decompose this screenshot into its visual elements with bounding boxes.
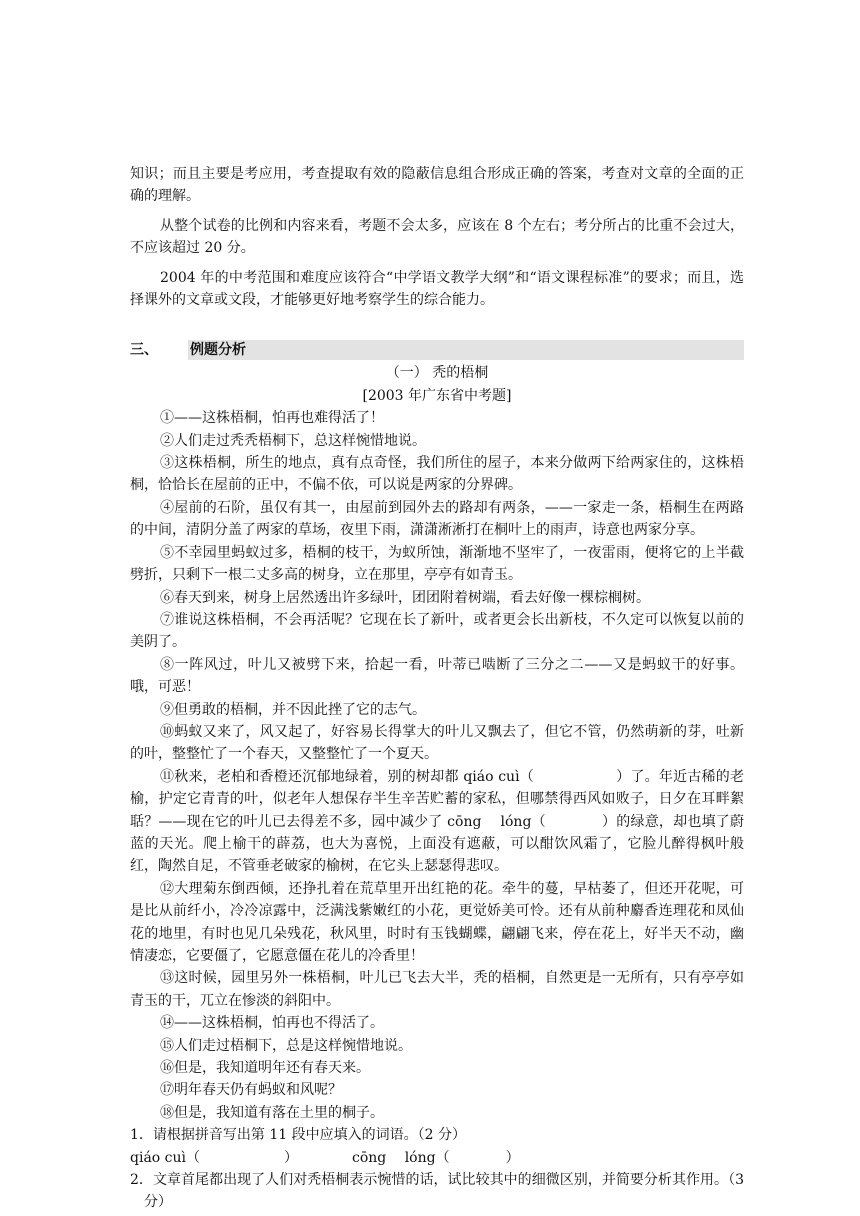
article-paragraph-12: ⑫大理菊东倒西倾，还挣扎着在荒草里开出红艳的花。牵牛的蔓，早枯萎了，但还开花呢，可是比从前纤小，冷冷凉露中，泛满浅紫嫩红的小花，更觉娇美可怜。还有从前种麝香连理花和凤仙花的地里，有时也见几朵残花，秋风里，时时有玉钱蝴蝶，翩翩飞来，停在花上，好半天不动，幽情凄恋，它要僵了，它愿意僵在花儿的冷香里！ bbox=[130, 880, 744, 964]
section-title: 例题分析 bbox=[188, 340, 744, 360]
article-paragraph-10: ⑩蚂蚁又来了，风又起了，好容易长得掌大的叶儿又飘去了，但它不管，仍然萌新的芽，吐新的叶，整整忙了一个春天，又整整忙了一个夏天。 bbox=[130, 723, 744, 763]
answer-conglong-label: cōng lóng（ bbox=[352, 1149, 450, 1166]
answer-close-2: ） bbox=[505, 1149, 520, 1166]
article-paragraph-18: ⑱但是，我知道有落在土里的桐子。 bbox=[160, 1104, 384, 1121]
question-1: 1．请根据拼音写出第 11 段中应填入的词语。（2 分） bbox=[130, 1127, 466, 1144]
article-paragraph-7: ⑦谁说这株梧桐，不会再活呢？它现在长了新叶，或者更会长出新枝，不久定可以恢复以前的美阴了。 bbox=[130, 611, 744, 651]
question-1-answer-line bbox=[130, 1147, 744, 1169]
article-paragraph-8: ⑧一阵风过，叶儿又被劈下来，拾起一看，叶蒂已啮断了三分之二——又是蚂蚁干的好事。哦，可恶！ bbox=[130, 656, 744, 696]
section-number: 三、 bbox=[130, 342, 158, 359]
answer-close-1: ） bbox=[284, 1149, 298, 1166]
article-paragraph-16: ⑯但是，我知道明年还有春天来。 bbox=[160, 1060, 370, 1077]
article-paragraph-3: ③这株梧桐，所生的地点，真有点奇怪，我们所住的屋子，本来分做两下给两家住的，这株梧桐，恰恰长在屋前的正中，不偏不依，可以说是两家的分界碑。 bbox=[130, 455, 744, 494]
article-paragraph-6: ⑥春天到来，树身上居然透出许多绿叶，团团附着树端，看去好像一棵棕榈树。 bbox=[160, 589, 650, 606]
article-paragraph-13: ⑬这时候，园里另外一株梧桐，叶儿已飞去大半，秃的梧桐，自然更是一无所有，只有亭亭如青玉的干，兀立在惨淡的斜阳中。 bbox=[130, 970, 744, 1009]
intro-paragraph-2: 从整个试卷的比例和内容来看，考题不会太多，应该在 8 个左右；考分所占的比重不会过大，不应该超过 20 分。 bbox=[130, 217, 744, 257]
article-paragraph-17: ⑰明年春天仍有蚂蚁和风呢？ bbox=[160, 1082, 342, 1099]
article-paragraph-1: ①——这株梧桐，怕再也难得活了！ bbox=[160, 410, 384, 427]
section-heading bbox=[130, 340, 744, 360]
intro-paragraph-3: 2004 年的中考范围和难度应该符合“中学语文教学大纲”和“语文课程标准”的要求；而且，选择课外的文章或文段，才能够更好地考察学生的综合能力。 bbox=[130, 269, 744, 309]
article-paragraph-2: ②人们走过秃秃梧桐下，总这样惋惜地说。 bbox=[160, 432, 426, 449]
document-page bbox=[130, 163, 744, 1214]
intro-paragraph-1: 知识；而且主要是考应用，考查提取有效的隐蔽信息组合形成正确的答案，考查对文章的全面的正确的理解。 bbox=[130, 166, 744, 205]
p11-part-c: ）的绿意，却也填了蔚蓝的天光。爬上榆干的薜荔，也大为喜悦，上面没有遮蔽，可以酣饮风霜了，它脸儿醉得枫叶般红，陶然自足，不管垂老破家的榆树，在它头上瑟瑟得悲叹。 bbox=[130, 813, 744, 875]
article-paragraph-15: ⑮人们走过梧桐下，总是这样惋惜地说。 bbox=[160, 1037, 412, 1054]
question-2: 2．文章首尾都出现了人们对秃梧桐表示惋惜的话，试比较其中的细微区别，并简要分析其作用。（3 分） bbox=[130, 1172, 744, 1211]
article-paragraph-9: ⑨但勇敢的梧桐，并不因此挫了它的志气。 bbox=[160, 701, 426, 718]
article-source: [2003 年广东省中考题] bbox=[362, 387, 512, 404]
article-paragraph-11 bbox=[130, 766, 744, 878]
article-paragraph-4: ④屋前的石阶，虽仅有其一，由屋前到园外去的路却有两条，——一家走一条，梧桐生在两路的中间，清阴分盖了两家的草场，夜里下雨，潇潇淅淅打在桐叶上的雨声，诗意也两家分享。 bbox=[130, 499, 744, 539]
article-paragraph-14: ⑭——这株梧桐，怕再也不得活了。 bbox=[160, 1015, 384, 1032]
article-paragraph-5: ⑤不幸园里蚂蚁过多，梧桐的枝干，为蚁所蚀，渐渐地不坚牢了，一夜雷雨，便将它的上半截劈折，只剩下一根二丈多高的树身，立在那里，亭亭有如青玉。 bbox=[130, 544, 744, 584]
article-title: （一） 秃的梧桐 bbox=[385, 365, 489, 382]
p11-part-b: ）了。年近古稀的老榆，护定它青青的叶，似老年人想保存半生辛苦贮蓄的家私，但哪禁得西风如败子，日夕在耳畔絮聒？——现在它的叶儿已去得差不多，园中减少了 cōng lóng（ bbox=[130, 768, 744, 830]
answer-qiaocui-label: qiáo cuì（ bbox=[130, 1149, 200, 1166]
p11-part-a: ⑪秋来，老柏和香橙还沉郁地绿着，别的树却都 qiáo cuì（ bbox=[160, 768, 534, 785]
